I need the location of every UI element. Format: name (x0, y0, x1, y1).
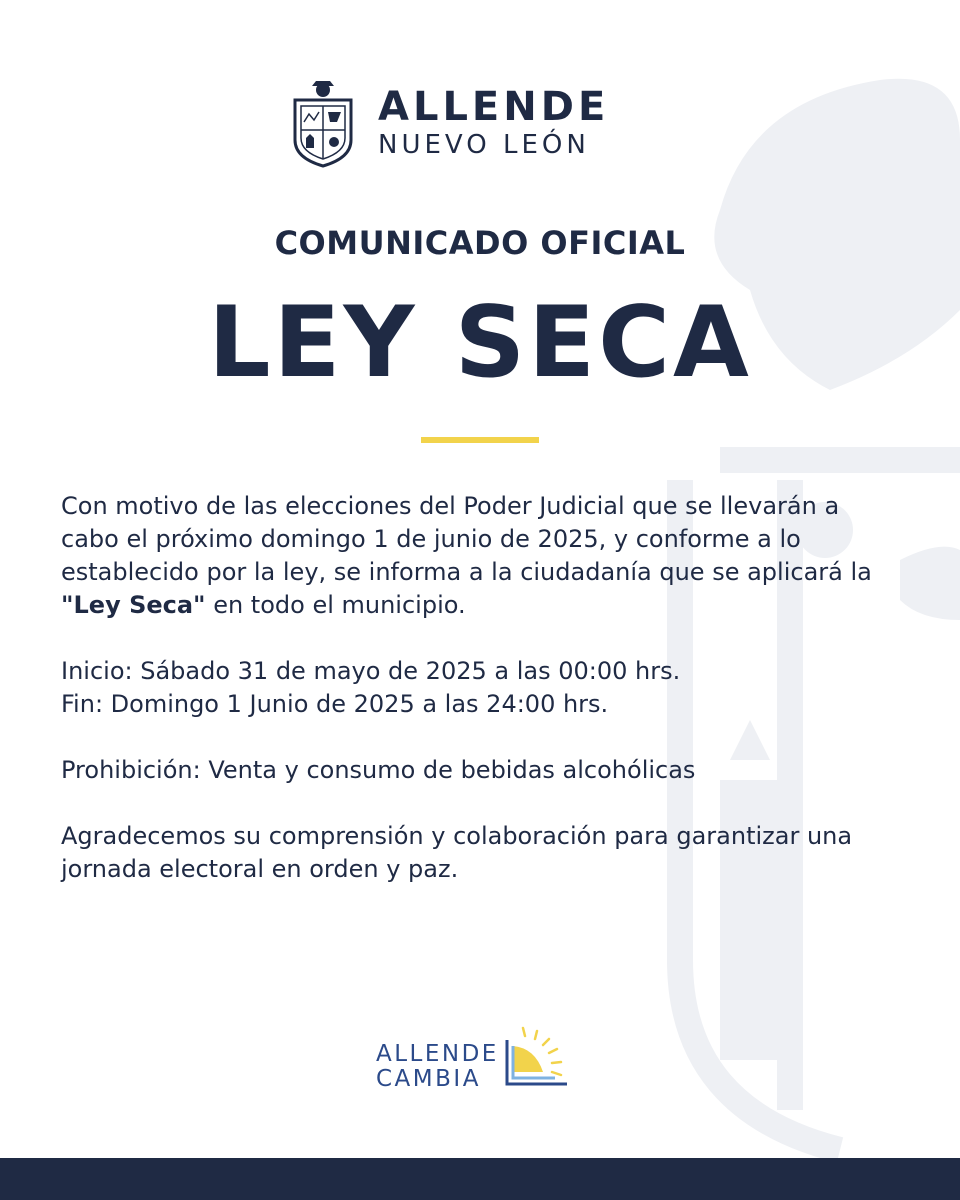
brand-wordmark (378, 85, 609, 161)
ley-seca-emphasis: "Ley Seca" (61, 591, 206, 619)
end-time: Fin: Domingo 1 Junio de 2025 a las 24:00 hrs. (61, 690, 609, 718)
footer-logo-line2: CAMBIA (376, 1066, 481, 1092)
allende-cambia-logo (376, 1026, 579, 1092)
footer-logo-line1: ALLENDE (376, 1041, 499, 1067)
start-time: Inicio: Sábado 31 de mayo de 2025 a las 00:00 hrs. (61, 657, 681, 685)
announcement-body (61, 490, 881, 919)
intro-text-end: en todo el municipio. (205, 591, 466, 619)
sun-icon (503, 1026, 579, 1090)
page-title: LEY SECA (208, 286, 752, 400)
brand-state: NUEVO LEÓN (378, 130, 590, 160)
title-divider (421, 437, 539, 443)
allende-cambia-wordmark (376, 1042, 499, 1092)
subtitle: COMUNICADO OFICIAL (274, 224, 686, 262)
intro-paragraph (61, 490, 881, 622)
brand-name: ALLENDE (378, 84, 610, 130)
allende-crest-icon (292, 78, 354, 168)
prohibition: Prohibición: Venta y consumo de bebidas alcohólicas (61, 756, 696, 784)
intro-text-start: Con motivo de las elecciones del Poder Judicial que se llevarán a cabo el próximo domingo 1 de junio de 2025, y conforme a lo establecido por la ley, se informa a la ciudadanía que se aplicará la (61, 492, 872, 586)
header (292, 78, 609, 168)
thanks-paragraph: Agradecemos su comprensión y colaboración para garantizar una jornada electoral en orden y paz. (61, 822, 853, 883)
bottom-bar (0, 1158, 960, 1200)
